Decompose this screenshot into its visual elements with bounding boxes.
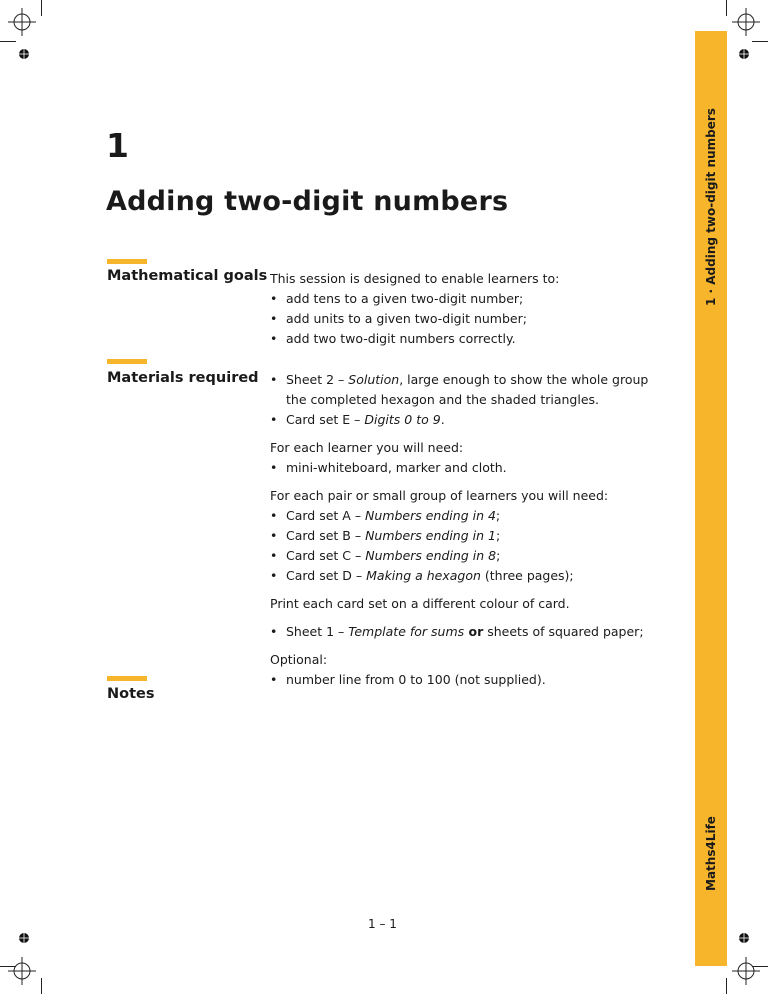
text: Card set D – bbox=[286, 568, 367, 583]
registration-dot-icon bbox=[18, 932, 30, 944]
chapter-number: 1 bbox=[106, 126, 129, 165]
optional-label: Optional: bbox=[270, 652, 328, 667]
registration-dot-icon bbox=[738, 932, 750, 944]
list-item bbox=[270, 370, 648, 390]
text: (three pages); bbox=[480, 568, 574, 583]
page-number: 1 – 1 bbox=[368, 917, 397, 931]
registration-dot-icon bbox=[738, 48, 750, 60]
list-item bbox=[270, 526, 648, 546]
crop-mark bbox=[0, 41, 16, 42]
page-title: Adding two-digit numbers bbox=[106, 186, 509, 217]
registration-mark-icon bbox=[8, 957, 36, 985]
text: Card set B – bbox=[286, 528, 366, 543]
list-item: • add two two-digit numbers correctly. bbox=[270, 329, 559, 349]
text-italic: Template for sums bbox=[348, 624, 465, 639]
text: ; bbox=[495, 508, 501, 523]
list-item: • add units to a given two-digit number; bbox=[270, 309, 559, 329]
crop-mark bbox=[41, 0, 42, 16]
list-item bbox=[270, 622, 648, 642]
text: Card set C – bbox=[286, 548, 366, 563]
section-accent-bar bbox=[107, 359, 147, 364]
print-note: Print each card set on a different colour of card. bbox=[270, 596, 570, 611]
text: , large enough to show the whole group bbox=[399, 372, 649, 387]
side-tab-chapter-label: 1 · Adding two-digit numbers bbox=[704, 108, 718, 306]
list-item-continuation: the completed hexagon and the shaded triangles. bbox=[286, 392, 599, 407]
text-italic: Making a hexagon bbox=[366, 568, 481, 583]
text: Card set A – bbox=[286, 508, 366, 523]
list-item bbox=[270, 566, 648, 586]
text: Sheet 2 – bbox=[286, 372, 349, 387]
each-learner-intro: For each learner you will need: bbox=[270, 440, 464, 455]
text: ; bbox=[495, 528, 501, 543]
list-item: • add tens to a given two-digit number; bbox=[270, 289, 559, 309]
goals-intro: This session is designed to enable learners to: bbox=[270, 271, 560, 286]
text: sheets of squared paper; bbox=[483, 624, 644, 639]
text: Card set E – bbox=[286, 412, 365, 427]
text: ; bbox=[496, 548, 501, 563]
registration-mark-icon bbox=[732, 957, 760, 985]
registration-dot-icon bbox=[18, 48, 30, 60]
list-item: • number line from 0 to 100 (not supplied). bbox=[270, 670, 648, 690]
goals-body bbox=[270, 269, 559, 349]
section-accent-bar bbox=[107, 259, 147, 264]
list-item bbox=[270, 410, 648, 430]
crop-mark bbox=[41, 978, 42, 994]
text: . bbox=[440, 412, 445, 427]
text-italic: Numbers ending in 1 bbox=[365, 528, 496, 543]
materials-body bbox=[270, 370, 648, 690]
section-heading-materials: Materials required bbox=[107, 370, 259, 386]
crop-mark bbox=[752, 41, 768, 42]
list-item bbox=[270, 506, 648, 526]
section-accent-bar bbox=[107, 676, 147, 681]
list-item bbox=[270, 546, 648, 566]
pair-intro: For each pair or small group of learners you will need: bbox=[270, 488, 609, 503]
text-italic: Numbers ending in 4 bbox=[365, 508, 496, 523]
registration-mark-icon bbox=[8, 8, 36, 36]
text-italic: Solution bbox=[348, 372, 400, 387]
side-tab-brand-label: Maths4Life bbox=[704, 816, 718, 891]
text: Sheet 1 – bbox=[286, 624, 349, 639]
crop-mark bbox=[726, 978, 727, 994]
section-heading-goals: Mathematical goals bbox=[107, 268, 268, 284]
text-bold: or bbox=[464, 624, 484, 639]
registration-mark-icon bbox=[732, 8, 760, 36]
text-italic: Digits 0 to 9 bbox=[364, 412, 441, 427]
section-heading-notes: Notes bbox=[107, 686, 155, 702]
text-italic: Numbers ending in 8 bbox=[365, 548, 497, 563]
crop-mark bbox=[726, 0, 727, 16]
list-item: • mini-whiteboard, marker and cloth. bbox=[270, 458, 648, 478]
